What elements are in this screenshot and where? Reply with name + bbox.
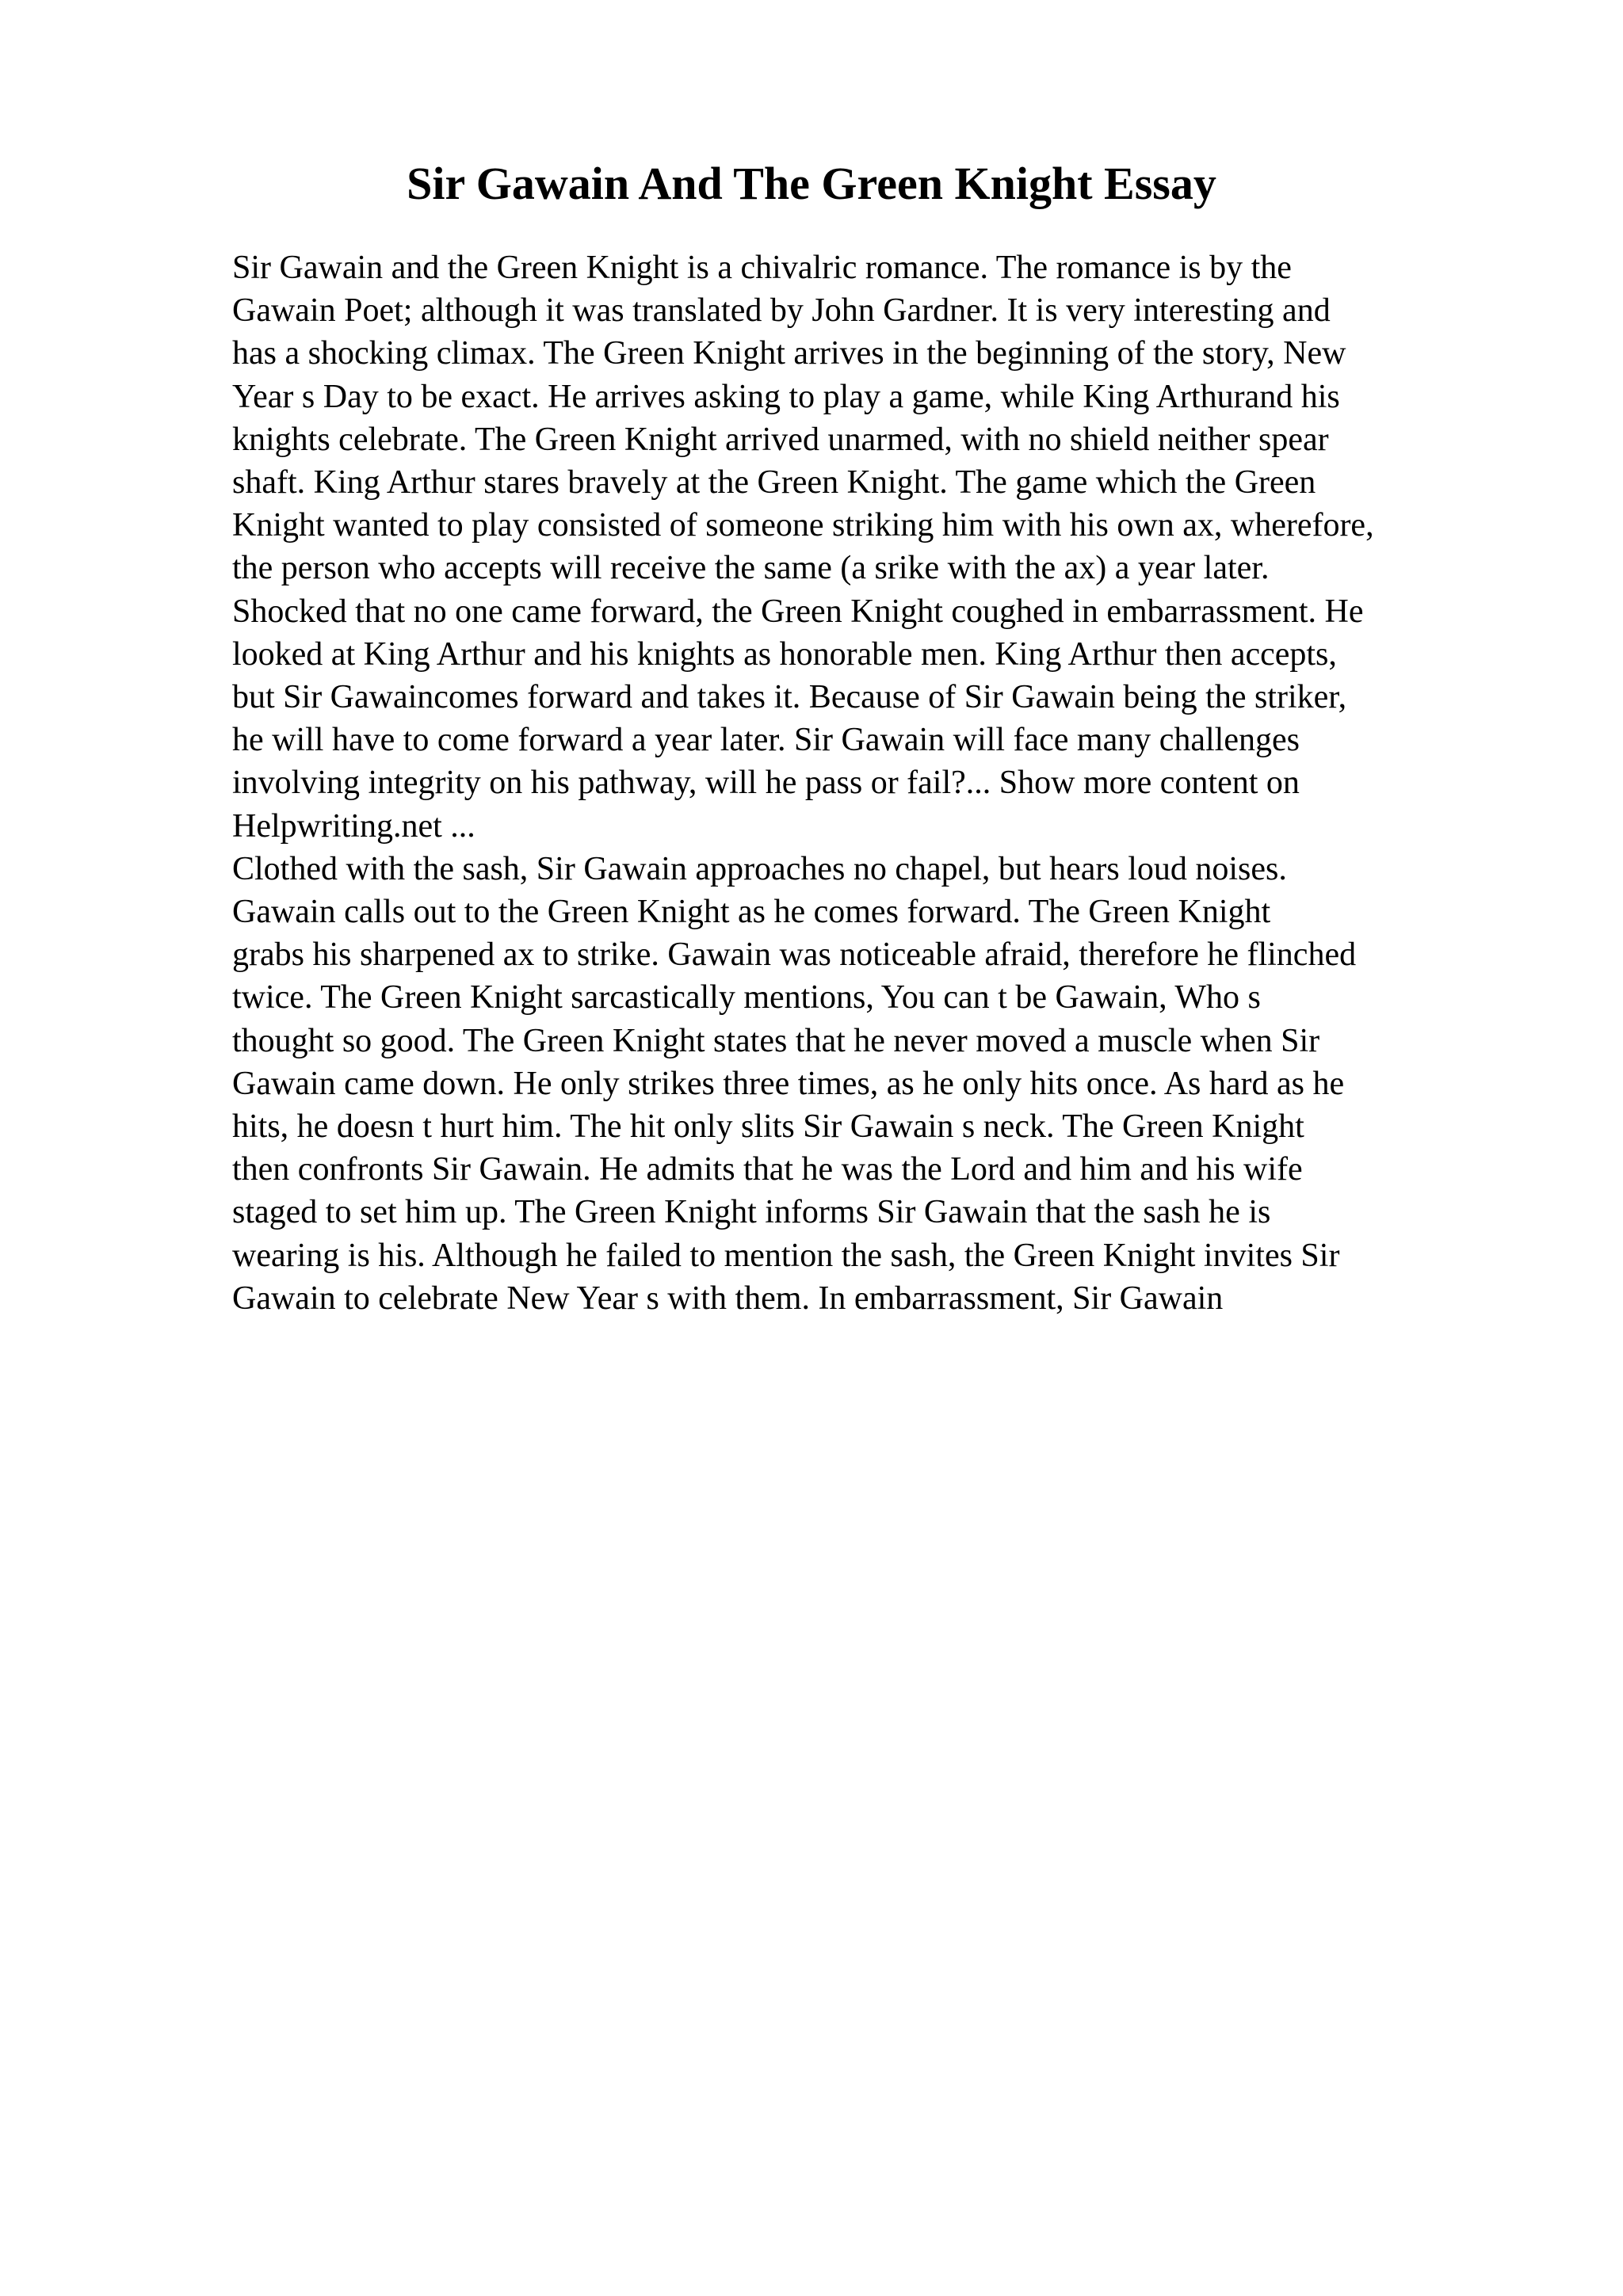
body-line: staged to set him up. The Green Knight informs Sir Gawain that the sash he is (232, 1194, 1271, 1231)
body-line: Gawain came down. He only strikes three times, as he only hits once. As hard as he (232, 1065, 1345, 1102)
body-line: knights celebrate. The Green Knight arrived unarmed, with no shield neither spear (232, 421, 1329, 458)
body-line: has a shocking climax. The Green Knight arrives in the beginning of the story, New (232, 335, 1346, 372)
body-line: Gawain to celebrate New Year s with them. In embarrassment, Sir Gawain (232, 1280, 1224, 1317)
body-line: Year s Day to be exact. He arrives asking to play a game, while King Arthurand his (232, 378, 1340, 415)
document-title: Sir Gawain And The Green Knight Essay (407, 158, 1216, 209)
body-line: Gawain Poet; although it was translated by John Gardner. It is very interesting and (232, 292, 1331, 330)
body-line: involving integrity on his pathway, will he pass or fail?... Show more content on (232, 765, 1300, 802)
body-line: Clothed with the sash, Sir Gawain approaches no chapel, but hears loud noises. (232, 850, 1287, 887)
body-line: Gawain calls out to the Green Knight as he comes forward. The Green Knight (232, 894, 1271, 931)
body-line: grabs his sharpened ax to strike. Gawain was noticeable afraid, therefore he flinched (232, 936, 1357, 974)
body-line: Sir Gawain and the Green Knight is a chivalric romance. The romance is by the (232, 250, 1292, 286)
body-line: shaft. King Arthur stares bravely at the Green Knight. The game which the Green (232, 464, 1316, 502)
body-line: but Sir Gawaincomes forward and takes it. Because of Sir Gawain being the striker, (232, 679, 1347, 716)
body-line: the person who accepts will receive the same (a srike with the ax) a year later. (232, 550, 1270, 587)
essay-body (232, 246, 1532, 1320)
body-line: Helpwriting.net ... (232, 807, 475, 845)
body-line: then confronts Sir Gawain. He admits that he was the Lord and him and his wife (232, 1151, 1303, 1188)
body-line: hits, he doesn t hurt him. The hit only slits Sir Gawain s neck. The Green Knight (232, 1108, 1304, 1146)
body-line: he will have to come forward a year later. Sir Gawain will face many challenges (232, 722, 1300, 759)
body-line: Knight wanted to play consisted of someone striking him with his own ax, wherefore, (232, 507, 1374, 544)
body-line: thought so good. The Green Knight states that he never moved a muscle when Sir (232, 1022, 1320, 1059)
body-line: twice. The Green Knight sarcastically mentions, You can t be Gawain, Who s (232, 979, 1261, 1016)
body-line: looked at King Arthur and his knights as honorable men. King Arthur then accepts, (232, 635, 1337, 673)
body-line: Shocked that no one came forward, the Green Knight coughed in embarrassment. He (232, 593, 1364, 630)
body-line: wearing is his. Although he failed to mention the sash, the Green Knight invites Sir (232, 1237, 1340, 1274)
